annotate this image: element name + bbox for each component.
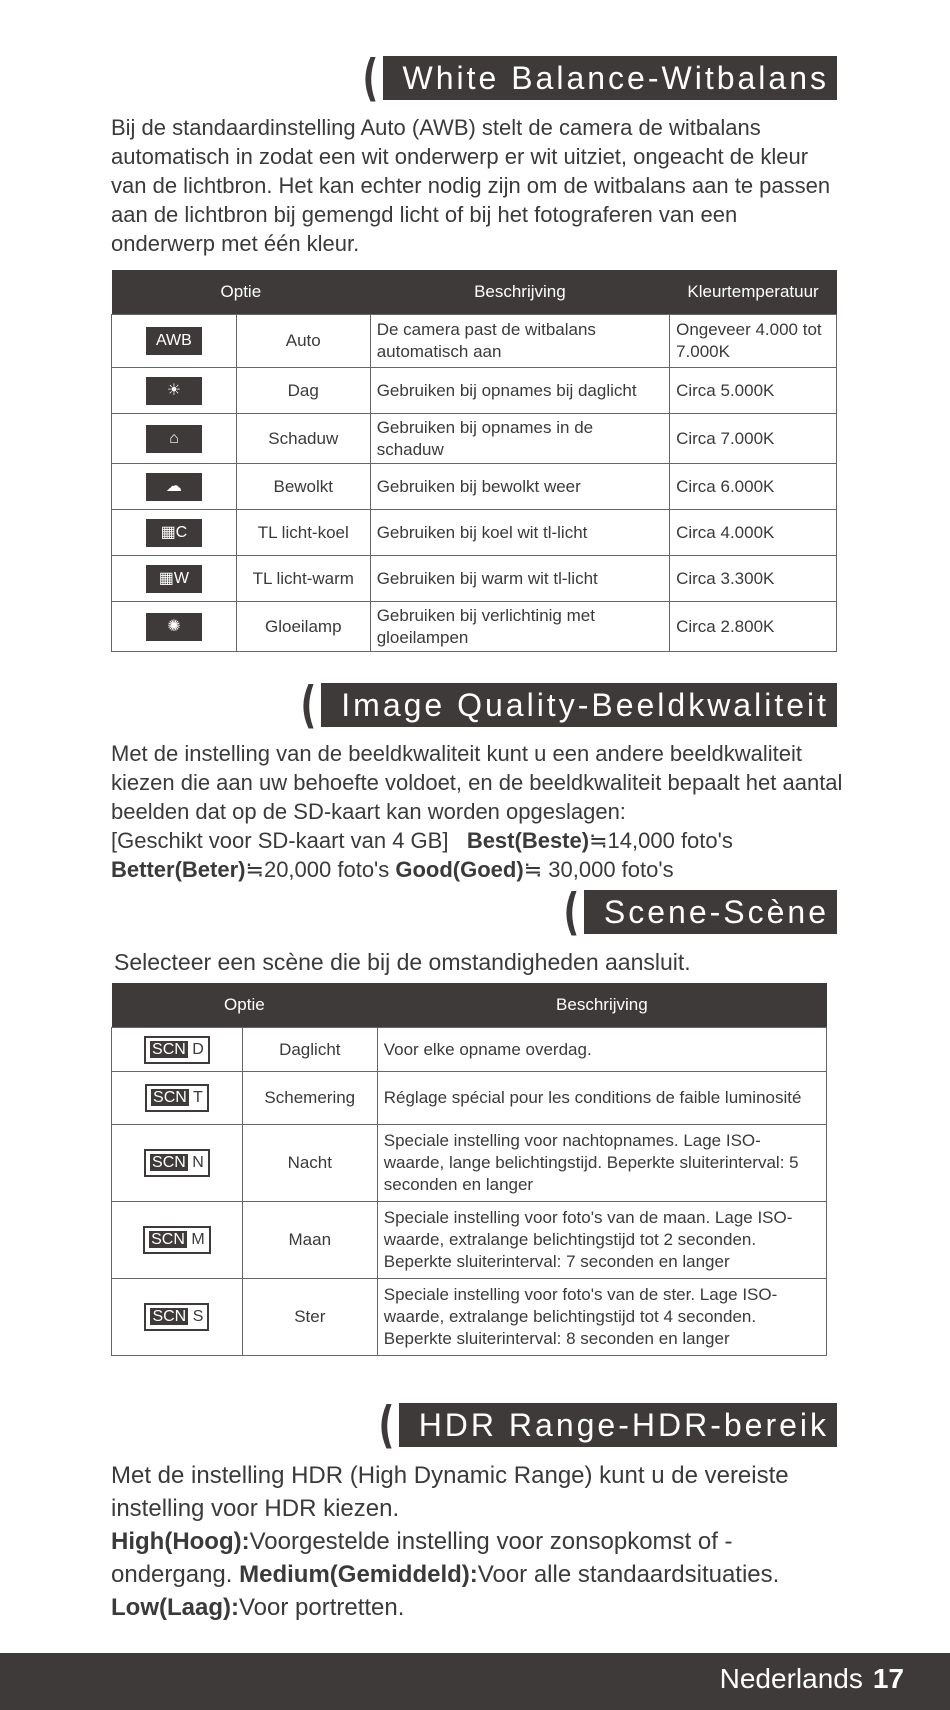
fluorescent-cool-icon: ▦C (146, 519, 202, 547)
fluorescent-warm-icon: ▦W (146, 565, 202, 593)
wb-description: De camera past de witbalans automatisch aan (370, 315, 669, 368)
scn-t-icon (145, 1084, 209, 1112)
scene-option: Ster (242, 1279, 377, 1356)
wb-description: Gebruiken bij koel wit tl-licht (370, 510, 669, 556)
scene-option: Schemering (242, 1072, 377, 1125)
hdr-title: HDR Range-HDR-bereik (399, 1403, 837, 1447)
wb-header-temperature: Kleurtemperatuur (670, 270, 837, 315)
wb-row (112, 510, 837, 556)
wb-icon-cell (112, 368, 237, 414)
scene-description: Speciale instelling voor foto's van de maan. Lage ISO-waarde, extralange belichtingstijd tot 2 seconden. Beperkte sluiterinterval: 7 seconden en langer (377, 1202, 826, 1279)
scn-d-icon (144, 1036, 210, 1064)
scn-label: SCN (152, 1154, 186, 1171)
approx-icon: ≒ (245, 857, 264, 882)
scene-intro: Selecteer een scène die bij de omstandigheden aansluit. (114, 949, 691, 975)
wb-temperature: Circa 3.300K (670, 556, 837, 602)
wb-icon-cell (112, 556, 237, 602)
scn-letter: T (192, 1089, 203, 1106)
wb-description: Gebruiken bij verlichtinig met gloeilampen (370, 602, 669, 652)
wb-icon-cell (112, 315, 237, 368)
hdr-high-text: Voorgestelde instelling voor zonsopkomst of -ondergang. (111, 1528, 733, 1588)
wb-table (111, 270, 837, 652)
page-footer (0, 1653, 950, 1710)
iq-title: Image Quality-Beeldkwaliteit (321, 683, 837, 727)
wb-header-option: Optie (112, 270, 371, 315)
iq-text (111, 739, 851, 884)
wb-row (112, 556, 837, 602)
scene-option: Maan (242, 1202, 377, 1279)
scene-header-description: Beschrijving (377, 983, 826, 1028)
scene-header-option: Optie (112, 983, 378, 1028)
wb-icon-cell (112, 510, 237, 556)
daylight-icon: ☀ (146, 377, 202, 405)
scene-description: Speciale instelling voor nachtopnames. Lage ISO-waarde, lange belichtingstijd. Beperkte sluiterinterval: 5 seconden en langer (377, 1125, 826, 1202)
iq-sd-card-note: [Geschikt voor SD-kaart van 4 GB] (111, 828, 449, 853)
scn-label: SCN (152, 1040, 186, 1058)
iq-better-value: 20,000 foto's (263, 857, 390, 882)
scene-icon-cell (112, 1125, 243, 1202)
scene-icon-cell (112, 1202, 243, 1279)
iq-better-label: Better(Beter) (111, 857, 246, 882)
wb-description: Gebruiken bij opnames in de schaduw (370, 414, 669, 464)
scene-section-header (560, 883, 837, 941)
wb-row (112, 602, 837, 652)
hdr-low-text: Voor portretten. (238, 1594, 405, 1621)
wb-temperature: Circa 6.000K (670, 464, 837, 510)
iq-best-value: 14,000 foto's (607, 828, 733, 853)
header-bracket: ( (300, 676, 317, 734)
wb-temperature: Circa 7.000K (670, 414, 837, 464)
scene-description: Speciale instelling voor foto's van de ster. Lage ISO-waarde, extralange belichtingstijd tot 4 seconden. Beperkte sluiterinterval: 8 seconden en langer (377, 1279, 826, 1356)
wb-option: Auto (236, 315, 370, 368)
scene-icon-cell (112, 1028, 243, 1072)
scene-table (111, 983, 827, 1356)
wb-temperature: Circa 4.000K (670, 510, 837, 556)
scn-letter: M (191, 1231, 205, 1248)
scn-label: SCN (152, 1308, 187, 1325)
scn-letter: D (192, 1040, 204, 1058)
wb-icon-cell (112, 602, 237, 652)
iq-section-header (297, 676, 837, 734)
hdr-text (111, 1459, 811, 1624)
page-number: 17 (872, 1663, 904, 1694)
hdr-low-label: Low(Laag): (111, 1594, 239, 1621)
hdr-medium-text: Voor alle standaardsituaties. (477, 1561, 780, 1588)
wb-description: Gebruiken bij warm wit tl-licht (370, 556, 669, 602)
hdr-medium-label: Medium(Gemiddeld): (239, 1561, 478, 1588)
scene-option: Nacht (242, 1125, 377, 1202)
wb-row (112, 315, 837, 368)
scene-title: Scene-Scène (584, 890, 837, 934)
scn-letter: N (192, 1154, 204, 1171)
hdr-high-label: High(Hoog): (111, 1528, 250, 1555)
wb-option: TL licht-koel (236, 510, 370, 556)
scene-row (112, 1125, 827, 1202)
scene-row (112, 1202, 827, 1279)
wb-header-description: Beschrijving (370, 270, 669, 315)
header-bracket: ( (362, 49, 379, 107)
scene-option: Daglicht (242, 1028, 377, 1072)
iq-line1: Met de instelling van de beeldkwaliteit kunt u een andere beeldkwaliteit kiezen die aan uw behoefte voldoet, en de beeldkwaliteit bepaalt het aantal beelden dat op de SD-kaart kan worden opgeslagen: (111, 741, 843, 824)
scn-m-icon (143, 1226, 211, 1254)
scn-letter: S (192, 1308, 204, 1325)
wb-row (112, 464, 837, 510)
iq-good-label: Good(Goed) (395, 857, 524, 882)
wb-option: Gloeilamp (236, 602, 370, 652)
scn-s-icon (144, 1303, 209, 1331)
cloud-icon: ☁ (146, 473, 202, 501)
approx-icon: ≒ (523, 857, 543, 882)
scene-icon-cell (112, 1072, 243, 1125)
scene-icon-cell (112, 1279, 243, 1356)
wb-title: White Balance-Witbalans (383, 56, 837, 100)
scn-label: SCN (153, 1089, 187, 1106)
scene-row (112, 1028, 827, 1072)
wb-temperature: Ongeveer 4.000 tot 7.000K (670, 315, 837, 368)
wb-row (112, 414, 837, 464)
wb-intro: Bij de standaardinstelling Auto (AWB) stelt de camera de witbalans automatisch in zodat een wit onderwerp er wit uitziet, ongeacht de kleur van de lichtbron. Het kan echter nodig zijn om de witbalans aan te passen aan de lichtbron bij gemengd licht of bij het fotograferen van een onderwerp met één kleur. (111, 115, 831, 256)
approx-icon: ≒ (589, 828, 608, 853)
wb-icon-cell (112, 464, 237, 510)
wb-row (112, 368, 837, 414)
shade-icon: ⌂ (146, 425, 202, 453)
incandescent-icon: ✺ (146, 613, 202, 641)
scn-n-icon (144, 1149, 210, 1177)
hdr-section-header (375, 1396, 837, 1454)
wb-description: Gebruiken bij opnames bij daglicht (370, 368, 669, 414)
wb-option: Dag (236, 368, 370, 414)
footer-language: Nederlands (719, 1663, 863, 1694)
hdr-intro: Met de instelling HDR (High Dynamic Range) kunt u de vereiste instelling voor HDR kiezen. (111, 1462, 789, 1522)
wb-option: Schaduw (236, 414, 370, 464)
wb-option: Bewolkt (236, 464, 370, 510)
wb-section-header (359, 49, 837, 107)
wb-icon-cell (112, 414, 237, 464)
awb-icon: AWB (146, 327, 202, 355)
scene-description: Voor elke opname overdag. (377, 1028, 826, 1072)
iq-best-label: Best(Beste) (466, 828, 590, 853)
scn-label: SCN (151, 1231, 185, 1248)
wb-description: Gebruiken bij bewolkt weer (370, 464, 669, 510)
wb-temperature: Circa 2.800K (670, 602, 837, 652)
iq-good-value: 30,000 foto's (548, 857, 674, 882)
scene-row (112, 1072, 827, 1125)
scene-description: Réglage spécial pour les conditions de faible luminosité (377, 1072, 826, 1125)
header-bracket: ( (563, 883, 580, 941)
scene-row (112, 1279, 827, 1356)
wb-temperature: Circa 5.000K (670, 368, 837, 414)
wb-option: TL licht-warm (236, 556, 370, 602)
header-bracket: ( (378, 1396, 395, 1454)
